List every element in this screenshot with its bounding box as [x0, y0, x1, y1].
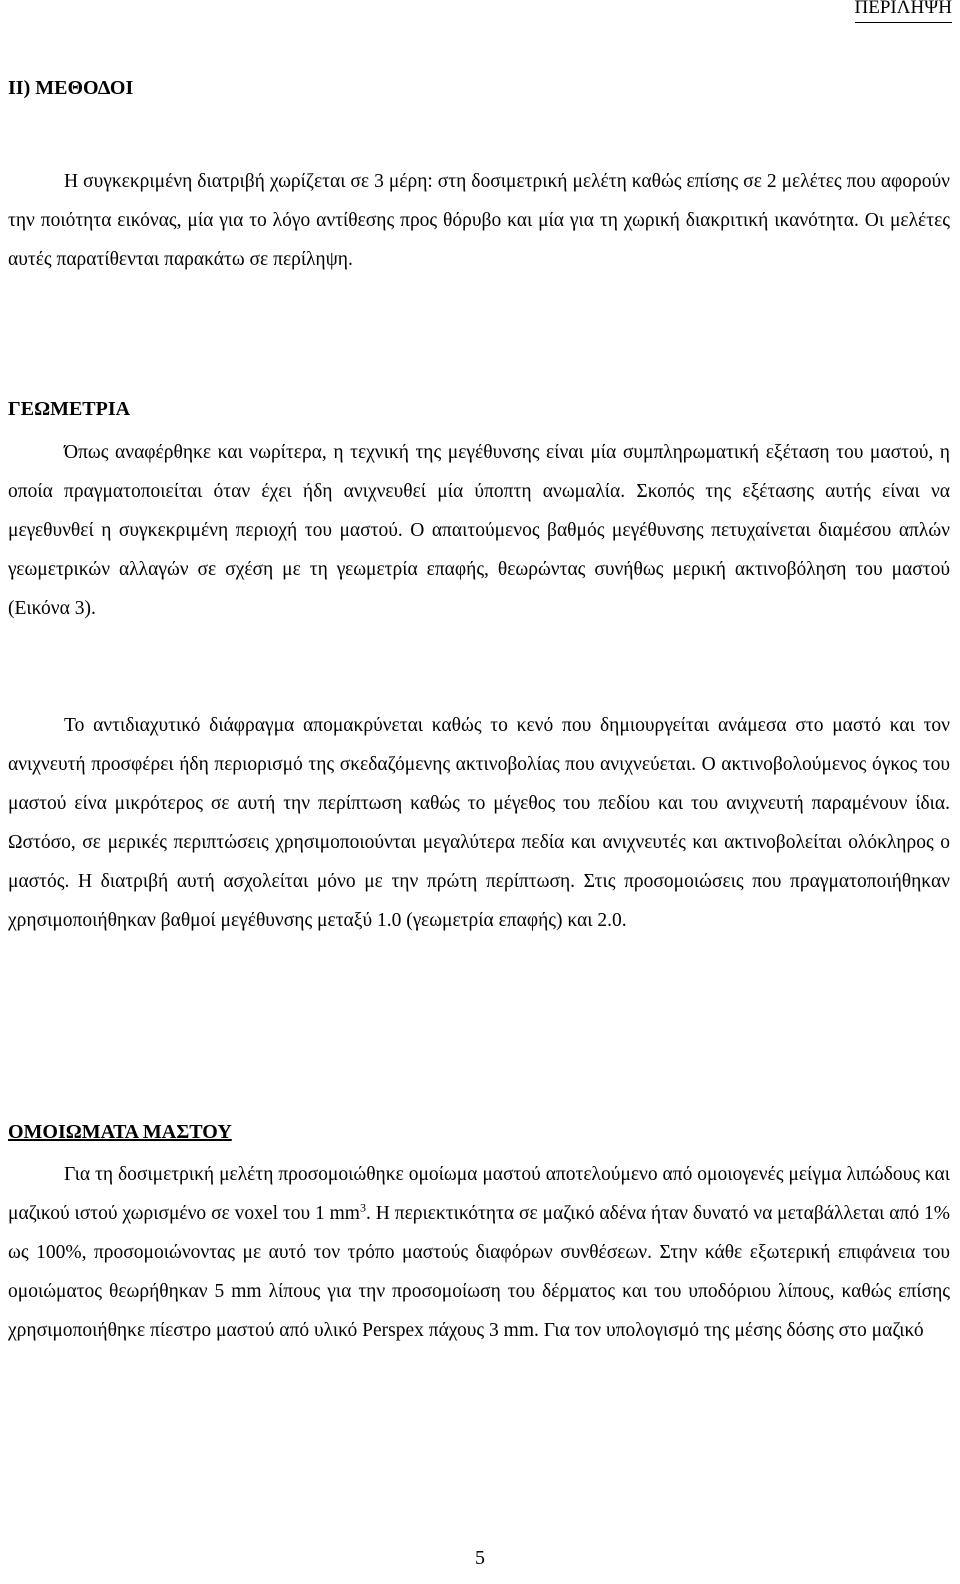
- phantoms-paragraph: [8, 1155, 950, 1350]
- section-heading-methods: II) ΜΕΘΟΔΟΙ: [8, 77, 134, 99]
- running-header: ΠΕΡΙΛΗΨΗ: [855, 0, 952, 23]
- cubic-superscript: 3: [359, 1200, 366, 1215]
- phantoms-paragraph-start: Για τη δοσιμετρική μελέτη προσομοιώθηκε ομοίωμα μαστού αποτελούμενο από ομοιογενές μείγμα λιπώδους και μαζικού ιστού χωρισμένο σε voxel του 1 mm: [8, 1164, 950, 1224]
- geometry-paragraph-2: Το αντιδιαχυτικό διάφραγμα απομακρύνεται καθώς το κενό που δημιουργείται ανάμεσα στο μαστό και τον ανιχνευτή προσφέρει ήδη περιορισμό της σκεδαζόμενης ακτινοβολίας που ανιχνεύεται. Ο ακτινοβολούμενος όγκος του μαστού είνα μικρότερος σε αυτή την περίπτωση καθώς το μέγεθος του πεδίου και του ανιχνευτή παραμένουν ίδια. Ωστόσο, σε μερικές περιπτώσεις χρησιμοποιούνται μεγαλύτερα πεδία και ανιχνευτές και ακτινοβολείται ολόκληρος ο μαστός. Η διατριβή αυτή ασχολείται μόνο με την πρώτη περίπτωση. Στις προσομοιώσεις που πραγματοποιήθηκαν χρησιμοποιήθηκαν βαθμοί μεγέθυνσης μεταξύ 1.0 (γεωμετρία επαφής) και 2.0.: [8, 715, 950, 931]
- phantoms-paragraph-end: . Η περιεκτικότητα σε μαζικό αδένα ήταν δυνατό να μεταβάλλεται από 1% ως 100%, προσομοιώνοντας με αυτό τον τρόπο μαστούς διαφόρων συνθέσεων. Στην κάθε εξωτερική επιφάνεια του ομοιώματος θεωρήθηκαν 5 mm λίπους για την προσομοίωση του δέρματος και του υποδόριου λίπους, καθώς επίσης χρησιμοποιήθηκε πίεστρο μαστού από υλικό Perspex πάχους 3 mm. Για τον υπολογισμό της μέσης δόσης στο μαζικό: [8, 1203, 950, 1341]
- section-heading-phantoms: ΟΜΟΙΩΜΑΤΑ ΜΑΣΤΟΥ: [8, 1121, 232, 1143]
- section-heading-geometry: ΓΕΩΜΕΤΡΙΑ: [8, 398, 131, 420]
- page-number: 5: [475, 1547, 485, 1569]
- geometry-paragraph-1: Όπως αναφέρθηκε και νωρίτερα, η τεχνική της μεγέθυνσης είναι μία συμπληρωματική εξέταση του μαστού, η οποία πραγματοποιείται όταν έχει ήδη ανιχνευθεί μία ύποπτη ανωμαλία. Σκοπός της εξέτασης αυτής είναι να μεγεθυνθεί η συγκεκριμένη περιοχή του μαστού. Ο απαιτούμενος βαθμός μεγέθυνσης πετυχαίνεται διαμέσου απλών γεωμετρικών αλλαγών σε σχέση με τη γεωμετρία επαφής, θεωρώντας συνήθως μερική ακτινοβόληση του μαστού (Εικόνα 3).: [8, 442, 950, 619]
- methods-intro-paragraph: Η συγκεκριμένη διατριβή χωρίζεται σε 3 μέρη: στη δοσιμετρική μελέτη καθώς επίσης σε 2 μελέτες που αφορούν την ποιότητα εικόνας, μία για το λόγο αντίθεσης προς θόρυβο και μία για τη χωρική διακριτική ικανότητα. Οι μελέτες αυτές παρατίθενται παρακάτω σε περίληψη.: [8, 171, 950, 270]
